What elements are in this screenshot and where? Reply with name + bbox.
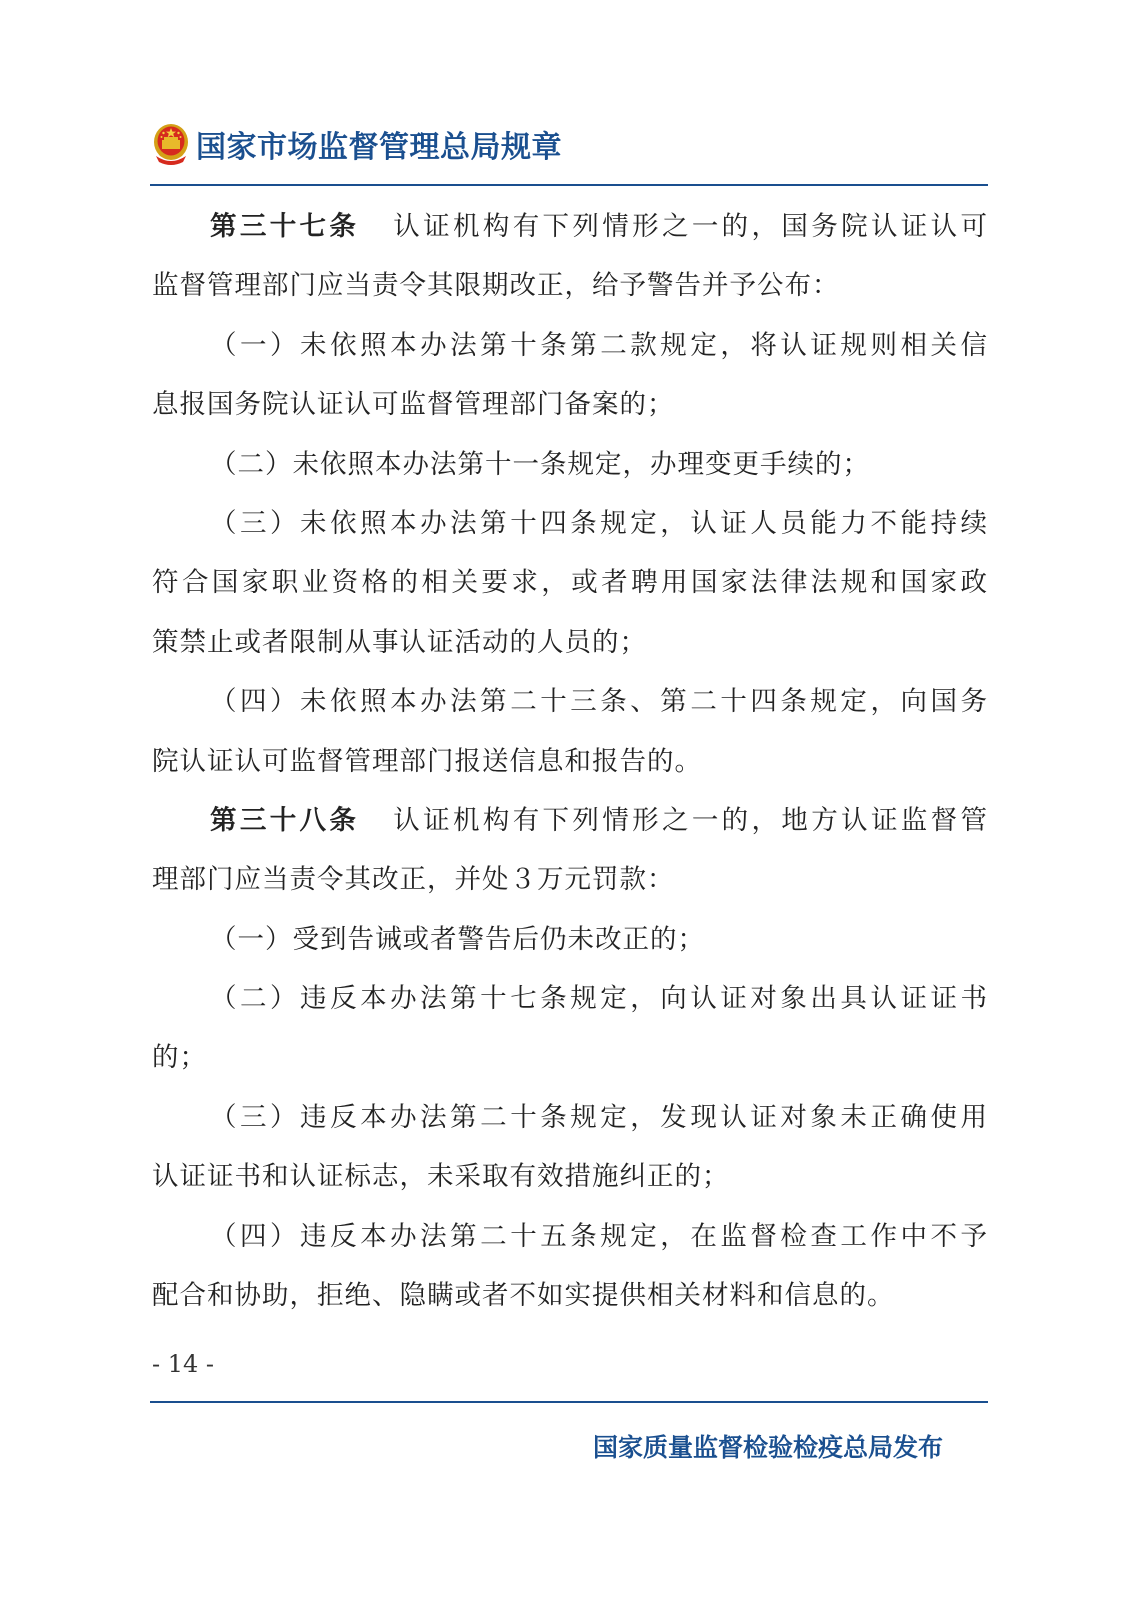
article-38-label: 第三十八条 — [210, 804, 360, 836]
article-37-label: 第三十七条 — [210, 211, 360, 242]
footer-divider — [150, 1401, 988, 1403]
header-divider — [150, 184, 988, 186]
article-38-text: 认证机构有下列情形之一的，地方认证监督管 — [393, 804, 989, 836]
national-emblem-icon — [152, 122, 190, 166]
article-38-item-3: （三）违反本办法第二十条规定，发现认证对象未正确使用 — [210, 1101, 988, 1133]
article-38-heading-line — [152, 791, 988, 850]
page-number: - 14 - — [152, 1350, 215, 1378]
page-header — [152, 118, 562, 170]
article-38-item-4: （四）违反本办法第二十五条规定，在监督检查工作中不予 — [210, 1220, 988, 1252]
footer-publisher: 国家质量监督检验检疫总局发布 — [592, 1433, 943, 1462]
article-37-item-3: （三）未依照本办法第十四条规定，认证人员能力不能持续 — [210, 507, 988, 539]
article-38-line: 的； — [152, 1042, 207, 1074]
article-38-line: 理部门应当责令其改正，并处３万元罚款： — [152, 864, 675, 896]
article-37-line: 监督管理部门应当责令其限期改正，给予警告并予公布： — [152, 270, 840, 302]
article-37-line: 策禁止或者限制从事认证活动的人员的； — [152, 626, 647, 658]
article-38-item-2: （二）违反本办法第十七条规定，向认证对象出具认证证书 — [210, 983, 988, 1015]
article-38-item-1: （一）受到告诫或者警告后仍未改正的； — [210, 923, 705, 955]
article-37-item-4: （四）未依照本办法第二十三条、第二十四条规定，向国务 — [210, 686, 988, 718]
article-37-line: 符合国家职业资格的相关要求，或者聘用国家法律法规和国家政 — [152, 567, 988, 599]
header-title: 国家市场监督管理总局规章 — [196, 130, 562, 165]
article-37-heading-line — [152, 197, 988, 256]
document-body — [152, 197, 988, 1325]
article-37-item-1: （一）未依照本办法第十条第二款规定，将认证规则相关信 — [210, 329, 988, 361]
article-38-line: 认证证书和认证标志，未采取有效措施纠正的； — [152, 1161, 730, 1193]
article-38-line: 配合和协助，拒绝、隐瞒或者不如实提供相关材料和信息的。 — [152, 1280, 895, 1312]
article-37-text: 认证机构有下列情形之一的，国务院认证认可 — [393, 211, 989, 242]
article-37-item-2: （二）未依照本办法第十一条规定，办理变更手续的； — [210, 448, 870, 480]
article-37-line: 院认证认可监督管理部门报送信息和报告的。 — [152, 745, 702, 777]
article-37-line: 息报国务院认证认可监督管理部门备案的； — [152, 389, 675, 421]
